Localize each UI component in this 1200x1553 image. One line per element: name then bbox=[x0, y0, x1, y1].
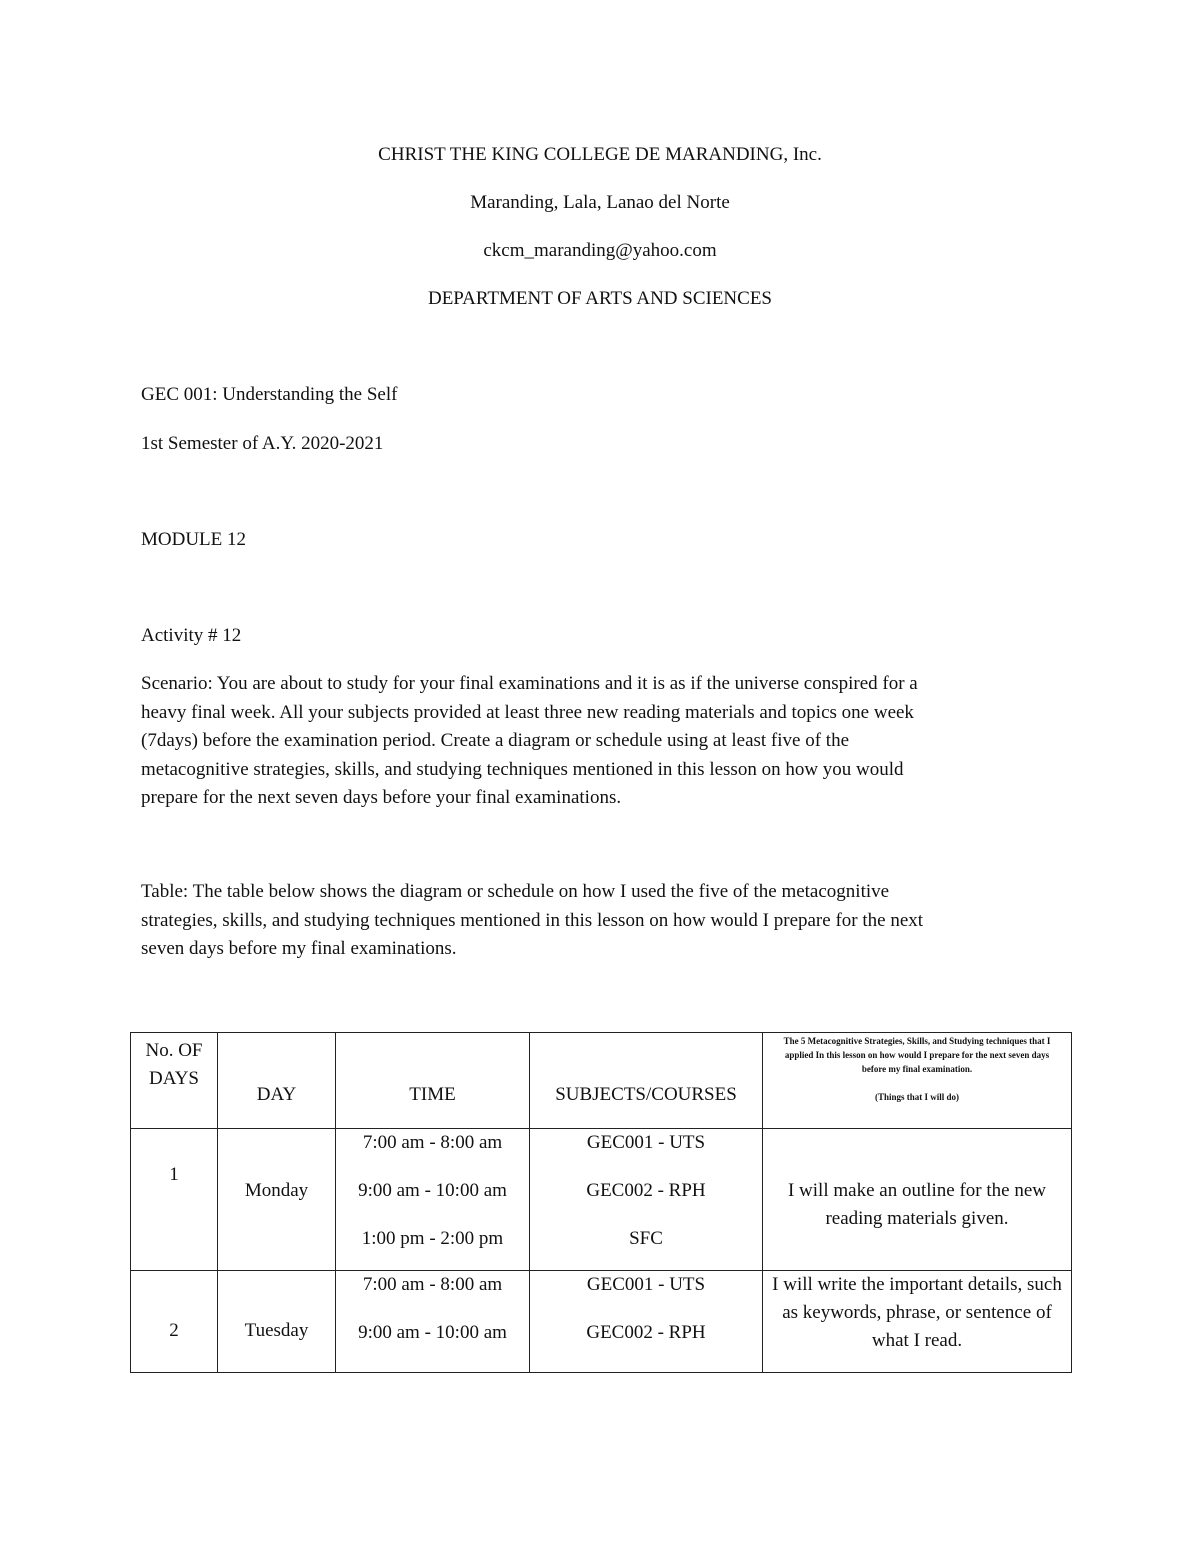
subject-item: GEC001 - UTS bbox=[586, 1132, 706, 1153]
row-subjects bbox=[530, 1271, 763, 1373]
table-intro-line: seven days before my final examinations. bbox=[141, 938, 457, 959]
scenario-line: (7days) before the examination period. Create a diagram or schedule using at least five of the bbox=[141, 730, 850, 751]
module-title: MODULE 12 bbox=[141, 529, 247, 550]
scenario-line: Scenario: You are about to study for your final examinations and it is as if the universe conspired for a bbox=[141, 673, 918, 694]
row-strategy: I will make an outline for the new reading materials given. bbox=[763, 1129, 1072, 1271]
header-subjects: SUBJECTS/COURSES bbox=[530, 1033, 763, 1129]
activity-title: Activity # 12 bbox=[141, 625, 242, 646]
semester: 1st Semester of A.Y. 2020-2021 bbox=[141, 433, 384, 454]
scenario-line: prepare for the next seven days before your final examinations. bbox=[141, 787, 622, 808]
row-no: 2 bbox=[131, 1271, 218, 1373]
header-no-of-days-line1: No. OF bbox=[145, 1040, 203, 1061]
subject-item: GEC002 - RPH bbox=[586, 1180, 706, 1201]
subject-item: SFC bbox=[629, 1228, 663, 1249]
row-times bbox=[336, 1129, 530, 1271]
subject-item: GEC001 - UTS bbox=[586, 1274, 706, 1295]
row-subjects bbox=[530, 1129, 763, 1271]
header-strategies-text: The 5 Metacognitive Strategies, Skills, and Studying techniques that I applied In this lesson on how would I prepare for the next seven days before my final examination. bbox=[783, 1036, 1051, 1074]
table-row bbox=[131, 1129, 1072, 1271]
time-slot: 1:00 pm - 2:00 pm bbox=[361, 1228, 504, 1249]
course-title: GEC 001: Understanding the Self bbox=[141, 384, 398, 405]
header-no-of-days bbox=[131, 1033, 218, 1129]
time-slot: 9:00 am - 10:00 am bbox=[358, 1322, 507, 1343]
row-strategy: I will write the important details, such as keywords, phrase, or sentence of what I read. bbox=[763, 1271, 1072, 1373]
time-slot: 7:00 am - 8:00 am bbox=[362, 1132, 503, 1153]
header-day: DAY bbox=[218, 1033, 336, 1129]
time-slot: 7:00 am - 8:00 am bbox=[362, 1274, 503, 1295]
scenario-paragraph bbox=[141, 670, 1041, 813]
row-times bbox=[336, 1271, 530, 1373]
scenario-line: metacognitive strategies, skills, and studying techniques mentioned in this lesson on how you would bbox=[141, 758, 904, 780]
college-email: ckcm_maranding@yahoo.com bbox=[483, 240, 717, 261]
row-no: 1 bbox=[131, 1129, 218, 1271]
time-slot: 9:00 am - 10:00 am bbox=[358, 1180, 507, 1201]
table-intro-paragraph bbox=[141, 878, 1041, 964]
table-row bbox=[131, 1271, 1072, 1373]
header-strategies-note: (Things that I will do) bbox=[874, 1092, 960, 1102]
table-intro-line: strategies, skills, and studying techniques mentioned in this lesson on how would I prepare for the next bbox=[141, 909, 924, 931]
row-day: Tuesday bbox=[218, 1271, 336, 1373]
row-day: Monday bbox=[218, 1129, 336, 1271]
header-strategies bbox=[763, 1033, 1072, 1129]
header-time: TIME bbox=[336, 1033, 530, 1129]
table-intro-line: Table: The table below shows the diagram or schedule on how I used the five of the metacognitive bbox=[141, 881, 890, 902]
schedule-table bbox=[130, 1032, 1072, 1373]
subject-item: GEC002 - RPH bbox=[586, 1322, 706, 1343]
scenario-line: heavy final week. All your subjects provided at least three new reading materials and topics one week bbox=[141, 701, 914, 723]
department-name: DEPARTMENT OF ARTS AND SCIENCES bbox=[427, 288, 772, 309]
college-name: CHRIST THE KING COLLEGE DE MARANDING, Inc. bbox=[378, 144, 822, 165]
table-header-row bbox=[131, 1033, 1072, 1129]
header-no-of-days-line2: DAYS bbox=[149, 1068, 199, 1089]
college-address: Maranding, Lala, Lanao del Norte bbox=[470, 192, 730, 213]
